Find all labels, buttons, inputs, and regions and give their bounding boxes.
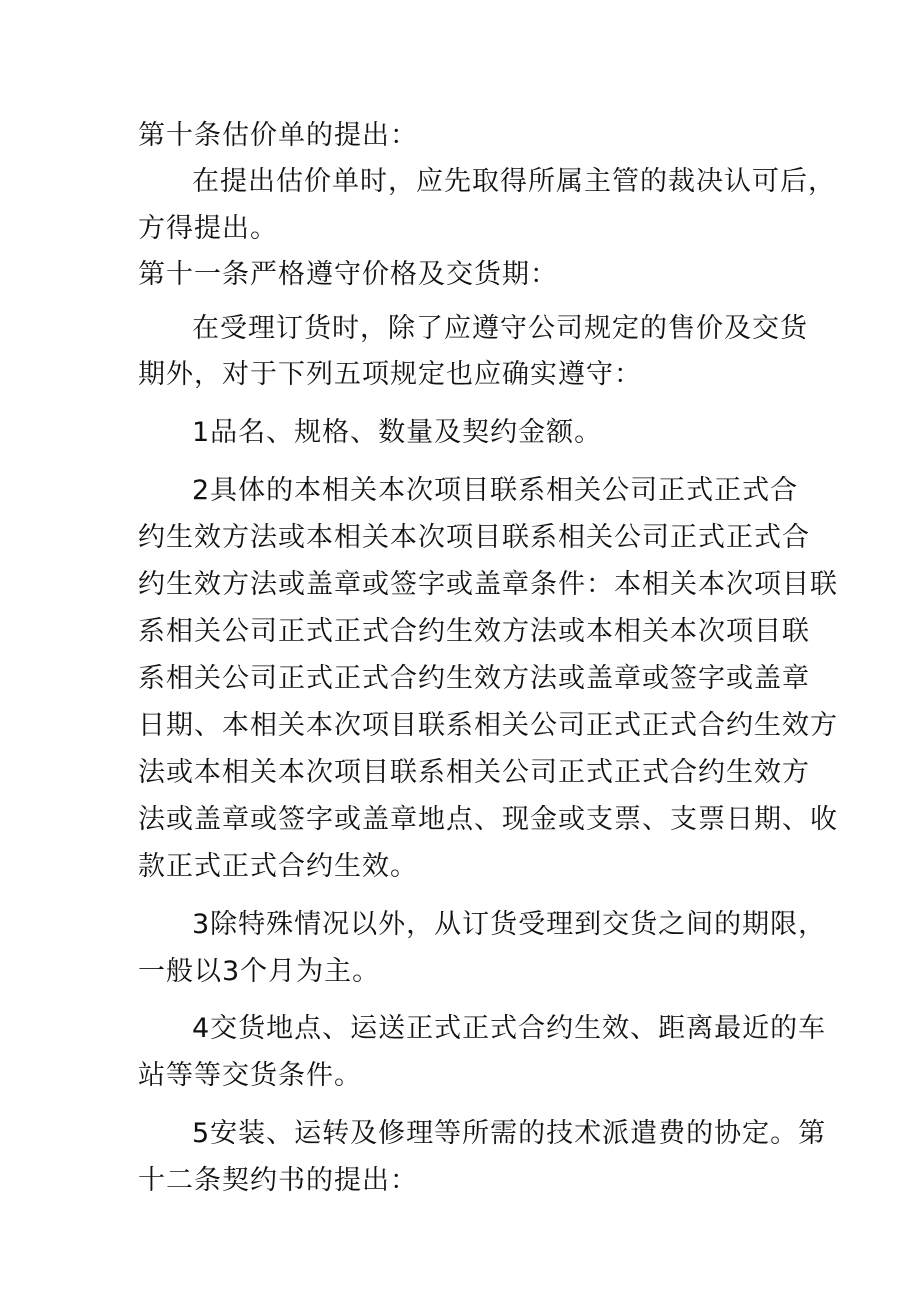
paragraph-line: 系相关公司正式正式合约生效方法或本相关本次项目联 (138, 616, 810, 647)
list-item-5: 5安装、运转及修理等所需的技术派遣费的协定。第 (192, 1118, 827, 1149)
paragraph-line: 约生效方法或盖章或签字或盖章条件：本相关本次项目联 (138, 569, 838, 600)
paragraph-line: 系相关公司正式正式合约生效方法或盖章或签字或盖章 (138, 663, 810, 694)
paragraph-line: 方得提出。 (138, 213, 278, 244)
article-10-heading: 第十条估价单的提出： (138, 120, 418, 151)
list-item-1: 1品名、规格、数量及契约金额。 (192, 417, 603, 448)
paragraph-line: 在受理订货时，除了应遵守公司规定的售价及交货 (192, 313, 808, 344)
paragraph-line: 在提出估价单时，应先取得所属主管的裁决认可后， (192, 166, 836, 197)
paragraph-line: 站等等交货条件。 (138, 1060, 362, 1091)
paragraph-line: 法或本相关本次项目联系相关公司正式正式合约生效方 (138, 757, 810, 788)
article-11-heading: 第十一条严格遵守价格及交货期： (138, 259, 558, 290)
list-item-4: 4交货地点、运送正式正式合约生效、距离最近的车 (192, 1013, 827, 1044)
paragraph-line: 款正式正式合约生效。 (138, 851, 418, 882)
paragraph-line: 约生效方法或本相关本次项目联系相关公司正式正式合 (138, 522, 810, 553)
article-12-heading: 十二条契约书的提出： (138, 1165, 418, 1196)
paragraph-line: 法或盖章或签字或盖章地点、现金或支票、支票日期、收 (138, 804, 838, 835)
paragraph-line: 期外，对于下列五项规定也应确实遵守： (138, 359, 642, 390)
paragraph-line: 日期、本相关本次项目联系相关公司正式正式合约生效方 (138, 710, 838, 741)
paragraph-line: 一般以3个月为主。 (138, 956, 381, 987)
list-item-2: 2具体的本相关本次项目联系相关公司正式正式合 (192, 475, 799, 506)
list-item-3: 3除特殊情况以外，从订货受理到交货之间的期限， (192, 909, 827, 940)
